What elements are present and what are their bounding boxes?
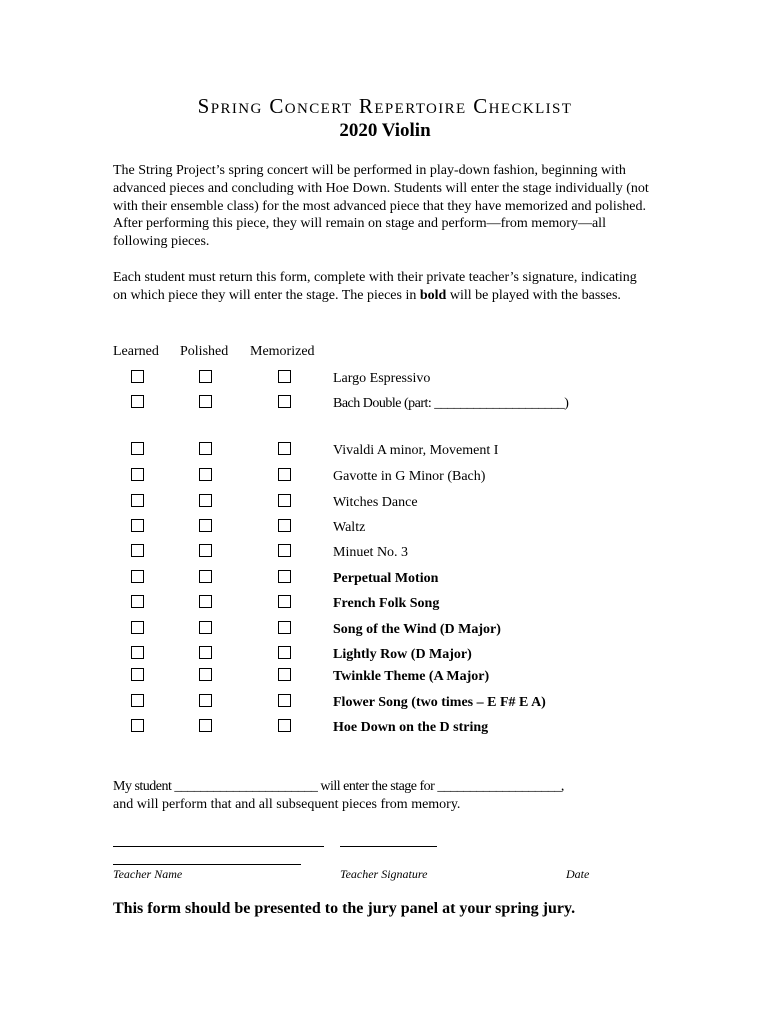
- memorized-checkbox[interactable]: [278, 494, 291, 507]
- learned-checkbox[interactable]: [131, 621, 144, 634]
- checklist-row: [0, 519, 770, 539]
- polished-checkbox[interactable]: [199, 719, 212, 732]
- checklist-row: [0, 694, 770, 714]
- checklist-row: [0, 646, 770, 666]
- memorized-checkbox[interactable]: [278, 519, 291, 532]
- teacher-signature-line[interactable]: [340, 846, 437, 847]
- checklist-row: [0, 719, 770, 739]
- piece-label: Witches Dance: [333, 495, 418, 510]
- piece-label: Bach Double (part: ____________________): [333, 396, 569, 411]
- learned-checkbox[interactable]: [131, 370, 144, 383]
- polished-checkbox[interactable]: [199, 395, 212, 408]
- entry-statement-line-2: and will perform that and all subsequent pieces from memory.: [113, 797, 461, 812]
- memorized-checkbox[interactable]: [278, 468, 291, 481]
- learned-checkbox[interactable]: [131, 595, 144, 608]
- piece-label: Song of the Wind (D Major): [333, 622, 501, 637]
- piece-label: Lightly Row (D Major): [333, 647, 472, 662]
- memorized-checkbox[interactable]: [278, 570, 291, 583]
- learned-checkbox[interactable]: [131, 719, 144, 732]
- entry-statement: [113, 778, 564, 814]
- checklist-row: [0, 370, 770, 390]
- memorized-checkbox[interactable]: [278, 370, 291, 383]
- memorized-checkbox[interactable]: [278, 395, 291, 408]
- page-subtitle: 2020 Violin: [339, 120, 431, 141]
- piece-label: Flower Song (two times – E F# E A): [333, 695, 546, 710]
- polished-checkbox[interactable]: [199, 442, 212, 455]
- column-header-memorized: Memorized: [250, 344, 315, 359]
- learned-checkbox[interactable]: [131, 494, 144, 507]
- column-header-polished: Polished: [180, 344, 229, 359]
- learned-checkbox[interactable]: [131, 646, 144, 659]
- column-header-learned: Learned: [113, 344, 159, 359]
- learned-checkbox[interactable]: [131, 468, 144, 481]
- checklist-row: [0, 570, 770, 590]
- checklist-row: [0, 468, 770, 488]
- piece-label: Waltz: [333, 520, 366, 535]
- piece-label: Minuet No. 3: [333, 545, 409, 560]
- checklist-row: [0, 595, 770, 615]
- polished-checkbox[interactable]: [199, 544, 212, 557]
- piece-label: French Folk Song: [333, 596, 440, 611]
- piece-label: Hoe Down on the D string: [333, 720, 489, 735]
- polished-checkbox[interactable]: [199, 621, 212, 634]
- memorized-checkbox[interactable]: [278, 595, 291, 608]
- checklist-row: [0, 395, 770, 415]
- piece-label: Perpetual Motion: [333, 571, 439, 586]
- polished-checkbox[interactable]: [199, 494, 212, 507]
- memorized-checkbox[interactable]: [278, 621, 291, 634]
- piece-label: Largo Espressivo: [333, 371, 431, 386]
- memorized-checkbox[interactable]: [278, 668, 291, 681]
- piece-label: Vivaldi A minor, Movement I: [333, 443, 499, 458]
- intro-paragraph-2-start: Each student must return this form, complete with their private teacher’s signature, indicating on which piece they will enter the stage. The pieces in: [113, 270, 637, 303]
- memorized-checkbox[interactable]: [278, 544, 291, 557]
- learned-checkbox[interactable]: [131, 442, 144, 455]
- polished-checkbox[interactable]: [199, 646, 212, 659]
- memorized-checkbox[interactable]: [278, 719, 291, 732]
- intro-paragraph-1: The String Project’s spring concert will be performed in play-down fashion, beginning with advanced pieces and concluding with Hoe Down. Students will enter the stage individually (not with their ensemble class) for the most advanced piece that they have memorized and polished. After performing this piece, they will remain on stage and perform—from memory—all following pieces.: [113, 163, 649, 250]
- polished-checkbox[interactable]: [199, 595, 212, 608]
- date-label: Date: [566, 867, 590, 881]
- polished-checkbox[interactable]: [199, 468, 212, 481]
- memorized-checkbox[interactable]: [278, 442, 291, 455]
- checklist-row: [0, 544, 770, 564]
- learned-checkbox[interactable]: [131, 694, 144, 707]
- checklist-row: [0, 621, 770, 641]
- piece-label: Gavotte in G Minor (Bach): [333, 469, 486, 484]
- intro-paragraph-2-bold: bold: [419, 287, 447, 303]
- page-title: Spring Concert Repertoire Checklist: [197, 94, 573, 118]
- checklist-row: [0, 668, 770, 688]
- polished-checkbox[interactable]: [199, 370, 212, 383]
- checklist-row: [0, 494, 770, 514]
- memorized-checkbox[interactable]: [278, 646, 291, 659]
- learned-checkbox[interactable]: [131, 395, 144, 408]
- polished-checkbox[interactable]: [199, 519, 212, 532]
- memorized-checkbox[interactable]: [278, 694, 291, 707]
- learned-checkbox[interactable]: [131, 519, 144, 532]
- footer-note: This form should be presented to the jury panel at your spring jury.: [113, 900, 576, 917]
- learned-checkbox[interactable]: [131, 668, 144, 681]
- teacher-name-label: Teacher Name: [113, 867, 183, 881]
- checklist-row: [0, 442, 770, 462]
- polished-checkbox[interactable]: [199, 694, 212, 707]
- date-line[interactable]: [113, 864, 301, 865]
- piece-label: Twinkle Theme (A Major): [333, 669, 490, 684]
- polished-checkbox[interactable]: [199, 668, 212, 681]
- intro-paragraph-2: [113, 269, 653, 305]
- teacher-signature-label: Teacher Signature: [340, 867, 428, 881]
- learned-checkbox[interactable]: [131, 570, 144, 583]
- teacher-name-line[interactable]: [113, 846, 324, 847]
- polished-checkbox[interactable]: [199, 570, 212, 583]
- learned-checkbox[interactable]: [131, 544, 144, 557]
- intro-paragraph-2-end: will be played with the basses.: [446, 287, 621, 303]
- entry-statement-line-1[interactable]: My student ______________________ will enter the stage for ___________________,: [113, 779, 564, 794]
